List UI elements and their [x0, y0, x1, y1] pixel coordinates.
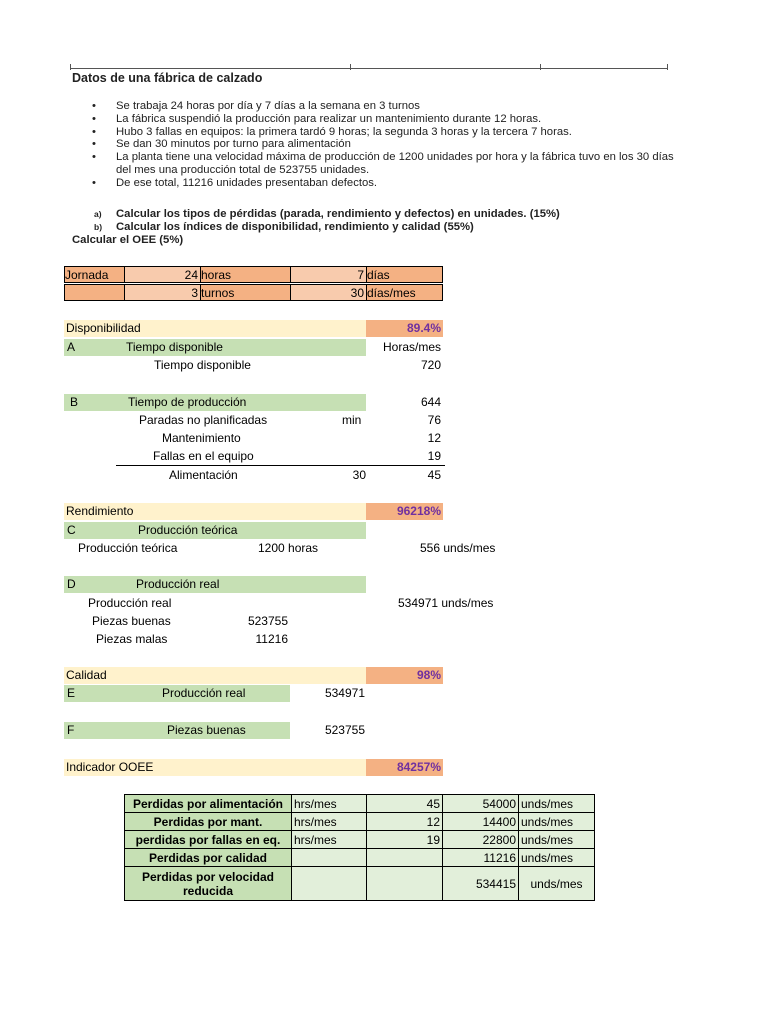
- jornada-shifts-unit[interactable]: turnos: [200, 284, 291, 301]
- bullet-mark: •: [92, 151, 96, 164]
- piezas-malas-value[interactable]: 11216: [255, 632, 288, 646]
- rule-tick: [70, 64, 71, 70]
- jornada-monthdays-unit[interactable]: días/mes: [366, 284, 443, 301]
- produccion-real-value[interactable]: 534971 unds/mes: [398, 596, 494, 610]
- question-b: [94, 221, 474, 233]
- paradas-label: Paradas no planificadas: [139, 413, 268, 427]
- loss-unit-cell[interactable]: hrs/mes: [292, 831, 367, 849]
- question-label: b): [94, 222, 103, 232]
- mantenimiento-value[interactable]: 12: [427, 431, 441, 445]
- bullet-mark: •: [92, 138, 96, 151]
- bullet-item: [92, 138, 692, 151]
- disponibilidad-label[interactable]: Disponibilidad: [64, 320, 366, 337]
- produccion-teorica-rate[interactable]: 1200 horas: [258, 541, 319, 555]
- jornada-empty-cell[interactable]: [64, 284, 125, 301]
- loss-units-unit-cell[interactable]: unds/mes: [519, 831, 595, 849]
- loss-label-cell[interactable]: perdidas por fallas en eq.: [125, 831, 292, 849]
- section-letter: D: [67, 577, 76, 591]
- piezas-buenas-value[interactable]: 523755: [247, 614, 288, 628]
- section-letter: A: [67, 340, 76, 354]
- section-e-row[interactable]: [64, 685, 290, 702]
- loss-unit-cell[interactable]: [292, 867, 367, 901]
- section-letter: C: [67, 523, 76, 537]
- calidad-produccion-real-value[interactable]: 534971: [324, 686, 365, 700]
- rendimiento-label[interactable]: Rendimiento: [64, 503, 366, 520]
- bullet-text: Hubo 3 fallas en equipos: la primera tardó 9 horas; la segunda 3 horas y la tercera 7 horas.: [116, 125, 572, 138]
- bullet-text: Se trabaja 24 horas por día y 7 días a la semana en 3 turnos: [116, 100, 420, 112]
- loss-hours-cell[interactable]: [367, 867, 443, 901]
- fallas-label: Fallas en el equipo: [153, 449, 254, 463]
- loss-units-unit-cell[interactable]: unds/mes: [519, 813, 595, 831]
- bullet-item: [92, 113, 692, 126]
- section-title: Tiempo de producción: [128, 395, 247, 409]
- ooee-label[interactable]: Indicador OOEE: [64, 759, 366, 776]
- loss-units-cell[interactable]: 534415: [443, 867, 519, 901]
- produccion-teorica-label: Producción teórica: [78, 541, 178, 555]
- disponibilidad-value[interactable]: 89.4%: [366, 320, 443, 337]
- section-title: Producción teórica: [138, 523, 238, 537]
- loss-units-unit-cell[interactable]: unds/mes: [519, 795, 595, 813]
- question-c: Calcular el OEE (5%): [72, 234, 184, 246]
- bullet-list: [92, 100, 692, 190]
- loss-label-cell[interactable]: Perdidas por calidad: [125, 849, 292, 867]
- table-row: [125, 831, 595, 849]
- alimentacion-minutes[interactable]: 30: [352, 468, 366, 482]
- document-title: Datos de una fábrica de calzado: [72, 71, 263, 85]
- loss-hours-cell[interactable]: 12: [367, 813, 443, 831]
- jornada-label[interactable]: Jornada: [64, 266, 125, 283]
- bullet-mark: •: [92, 112, 96, 125]
- paradas-unit: min: [342, 413, 362, 427]
- loss-units-cell[interactable]: 22800: [443, 831, 519, 849]
- produccion-teorica-value[interactable]: 556 unds/mes: [420, 541, 496, 555]
- table-row: [125, 813, 595, 831]
- tiempo-produccion-value[interactable]: 644: [420, 395, 441, 409]
- calidad-label[interactable]: Calidad: [64, 667, 366, 684]
- loss-units-unit-cell[interactable]: unds/mes: [519, 867, 595, 901]
- calidad-piezas-buenas-value[interactable]: 523755: [324, 723, 365, 737]
- rendimiento-value[interactable]: 96218%: [366, 503, 443, 520]
- section-title: Producción real: [162, 686, 246, 700]
- question-text: Calcular los tipos de pérdidas (parada, rendimiento y defectos) en unidades. (15%): [116, 208, 560, 220]
- bullet-item: [92, 151, 692, 177]
- losses-table: [124, 794, 595, 901]
- section-b-row[interactable]: [64, 394, 366, 411]
- rule-tick: [350, 64, 351, 70]
- loss-label-cell[interactable]: Perdidas por mant.: [125, 813, 292, 831]
- jornada-shifts-value[interactable]: 3: [124, 284, 201, 301]
- section-f-row[interactable]: [64, 722, 290, 739]
- tiempo-disponible-label: Tiempo disponible: [154, 358, 251, 372]
- piezas-buenas-label: Piezas buenas: [92, 614, 171, 628]
- loss-units-cell[interactable]: 14400: [443, 813, 519, 831]
- bullet-item: [92, 126, 692, 139]
- alimentacion-label: Alimentación: [169, 468, 238, 482]
- section-letter: E: [67, 686, 76, 700]
- bullet-text: La fábrica suspendió la producción para realizar un mantenimiento durante 12 horas.: [116, 112, 542, 125]
- alimentacion-value[interactable]: 45: [427, 468, 441, 482]
- loss-label-cell[interactable]: Perdidas por velocidad reducida: [125, 867, 292, 901]
- section-letter: B: [70, 395, 79, 409]
- ooee-value[interactable]: 84257%: [366, 759, 443, 776]
- bullet-mark: •: [92, 100, 96, 112]
- bullet-mark: •: [92, 176, 96, 189]
- loss-unit-cell[interactable]: hrs/mes: [292, 795, 367, 813]
- section-title: Piezas buenas: [167, 723, 246, 737]
- table-row: [125, 867, 595, 901]
- loss-unit-cell[interactable]: hrs/mes: [292, 813, 367, 831]
- header-rule: [70, 68, 668, 69]
- calidad-value[interactable]: 98%: [366, 667, 443, 684]
- rule-tick: [667, 64, 668, 70]
- tiempo-disponible-value[interactable]: 720: [420, 358, 441, 372]
- bullet-item: [92, 100, 692, 113]
- rule-tick: [540, 64, 541, 70]
- section-title: Tiempo disponible: [126, 340, 223, 354]
- loss-unit-cell[interactable]: [292, 849, 367, 867]
- produccion-real-label: Producción real: [88, 596, 172, 610]
- bullet-item: [92, 177, 692, 190]
- jornada-monthdays-value[interactable]: 30: [290, 284, 367, 301]
- bullet-text: Se dan 30 minutos por turno para alimentación: [116, 138, 351, 151]
- jornada-days-unit[interactable]: días: [366, 266, 443, 283]
- loss-units-cell[interactable]: 11216: [443, 849, 519, 867]
- loss-hours-cell[interactable]: 19: [367, 831, 443, 849]
- hours-per-month-unit[interactable]: Horas/mes: [382, 340, 441, 354]
- table-row: [125, 849, 595, 867]
- bullet-text: De ese total, 11216 unidades presentaban defectos.: [116, 176, 378, 189]
- jornada-hours-unit[interactable]: horas: [200, 266, 291, 283]
- jornada-hours-value[interactable]: 24: [124, 266, 201, 283]
- section-d-row[interactable]: [64, 576, 366, 593]
- section-a-row[interactable]: [64, 339, 366, 356]
- loss-hours-cell[interactable]: 45: [367, 795, 443, 813]
- bullet-mark: •: [92, 125, 96, 138]
- fallas-value[interactable]: 19: [427, 449, 441, 463]
- table-row: [125, 795, 595, 813]
- loss-units-cell[interactable]: 54000: [443, 795, 519, 813]
- section-title: Producción real: [136, 577, 220, 591]
- section-letter: F: [67, 723, 75, 737]
- question-label: a): [94, 209, 102, 219]
- sum-divider: [116, 465, 445, 466]
- mantenimiento-label: Mantenimiento: [162, 431, 241, 445]
- question-a: [94, 208, 560, 220]
- piezas-malas-label: Piezas malas: [96, 632, 168, 646]
- paradas-value[interactable]: 76: [427, 413, 441, 427]
- section-c-row[interactable]: [64, 522, 366, 539]
- question-text: Calcular los índices de disponibilidad, rendimiento y calidad (55%): [116, 221, 474, 233]
- jornada-days-value[interactable]: 7: [290, 266, 367, 283]
- loss-label-cell[interactable]: Perdidas por alimentación: [125, 795, 292, 813]
- loss-hours-cell[interactable]: [367, 849, 443, 867]
- bullet-text: La planta tiene una velocidad máxima de producción de 1200 unidades por hora y la fábrica tuvo en los 30 días del mes una producción total de 523755 unidades.: [116, 151, 674, 176]
- loss-units-unit-cell[interactable]: unds/mes: [519, 849, 595, 867]
